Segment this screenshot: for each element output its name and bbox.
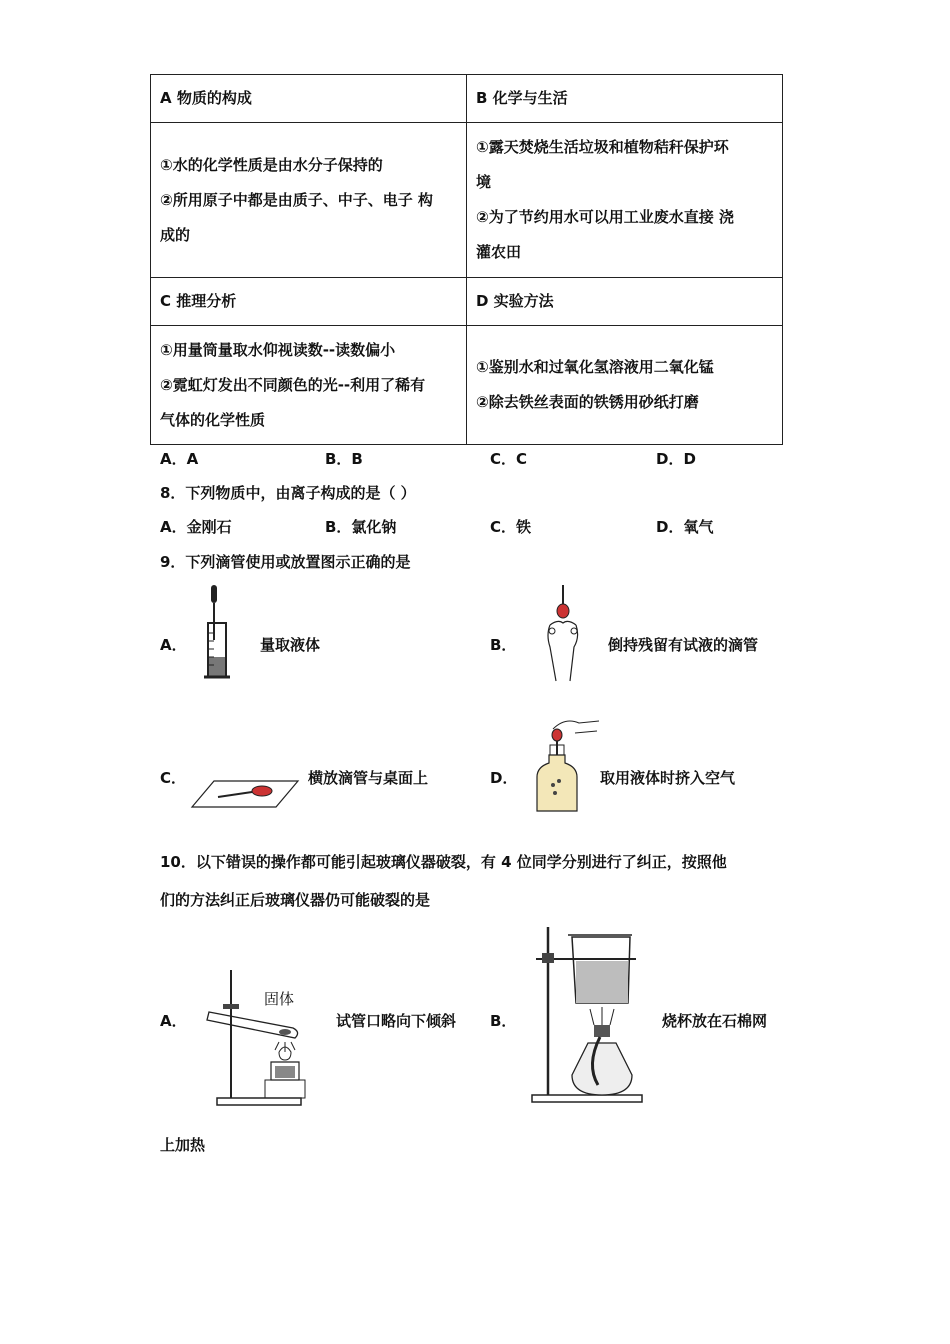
b-body-line-4: 灌农田: [476, 243, 522, 261]
q9-c-label[interactable]: C．: [160, 769, 187, 787]
beaker-heating-figure: [528, 925, 646, 1105]
b-body-line-2: 境: [476, 173, 492, 191]
cell-d-head: D 实验方法: [467, 278, 783, 326]
b-body-line-3: ②为了节约用水可以用工业废水直接 浇: [476, 208, 734, 226]
q9-d-text: 取用液体时挤入空气: [600, 769, 736, 787]
a-body-line-2: ②所用原子中都是由质子、中子、电子 构: [160, 190, 433, 209]
cell-c-body: [151, 326, 467, 445]
q8-stem: 8．下列物质中，由离子构成的是（ ）: [160, 484, 416, 502]
d-body-line-2: ②除去铁丝表面的铁锈用砂纸打磨: [476, 393, 699, 411]
q10-a-text: 试管口略向下倾斜: [336, 1012, 457, 1030]
c-body-line-1: ①用量筒量取水仰视读数--读数偏小: [160, 340, 396, 359]
q9-d-label[interactable]: D．: [490, 769, 518, 787]
q10-a-label[interactable]: A．: [160, 1012, 187, 1030]
cell-c-head: C 推理分析: [151, 278, 467, 326]
q10-b-label[interactable]: B．: [490, 1012, 517, 1030]
c-body-line-3: 气体的化学性质: [160, 410, 266, 429]
q8-option-c[interactable]: C．铁: [490, 518, 532, 536]
dropper-on-table-figure: [190, 775, 300, 810]
q10-b-text: 烧杯放在石棉网: [662, 1012, 768, 1030]
q7-option-b[interactable]: B．B: [325, 450, 363, 468]
a-body-line-3: 成的: [160, 225, 191, 244]
q9-a-text: 量取液体: [260, 636, 321, 654]
b-body-line-1: ①露天焚烧生活垃圾和植物秸秆保护环: [476, 138, 729, 156]
q10-a-figure-label: 固体: [264, 990, 295, 1008]
q10-stem-line-2: 们的方法纠正后玻璃仪器仍可能破裂的是: [160, 891, 431, 909]
q7-option-c[interactable]: C．C: [490, 450, 528, 468]
cell-b-head: B 化学与生活: [467, 75, 783, 123]
cell-a-body: [151, 123, 467, 278]
q9-a-label[interactable]: A．: [160, 636, 187, 654]
reagent-bottle-dropper-figure: [535, 715, 605, 815]
q8-option-b[interactable]: B．氯化钠: [325, 518, 397, 536]
cell-b-body: [467, 123, 783, 278]
q9-stem: 9．下列滴管使用或放置图示正确的是: [160, 553, 411, 571]
q7-option-d[interactable]: D．D: [656, 450, 696, 468]
q9-b-text: 倒持残留有试液的滴管: [608, 636, 759, 654]
q8-option-d[interactable]: D．氧气: [656, 518, 714, 536]
q9-c-text: 横放滴管与桌面上: [308, 769, 429, 787]
q8-option-a[interactable]: A．金刚石: [160, 518, 232, 536]
q7-option-a[interactable]: A．A: [160, 450, 199, 468]
q10-stem-line-1: 10．以下错误的操作都可能引起玻璃仪器破裂，有 4 位同学分别进行了纠正，按照他: [160, 853, 727, 871]
q9-b-label[interactable]: B．: [490, 636, 517, 654]
comparison-table: [150, 74, 783, 445]
q10-b-text-continued: 上加热: [160, 1136, 206, 1154]
d-body-line-1: ①鉴别水和过氧化氢溶液用二氧化锰: [476, 358, 714, 376]
graduated-cylinder-dropper-figure: [200, 585, 240, 680]
a-body-line-1: ①水的化学性质是由水分子保持的: [160, 155, 383, 174]
c-body-line-2: ②霓虹灯发出不同颜色的光--利用了稀有: [160, 375, 426, 394]
inverted-dropper-hand-figure: [540, 585, 590, 683]
cell-d-body: [467, 326, 783, 445]
cell-a-head: A 物质的构成: [151, 75, 467, 123]
